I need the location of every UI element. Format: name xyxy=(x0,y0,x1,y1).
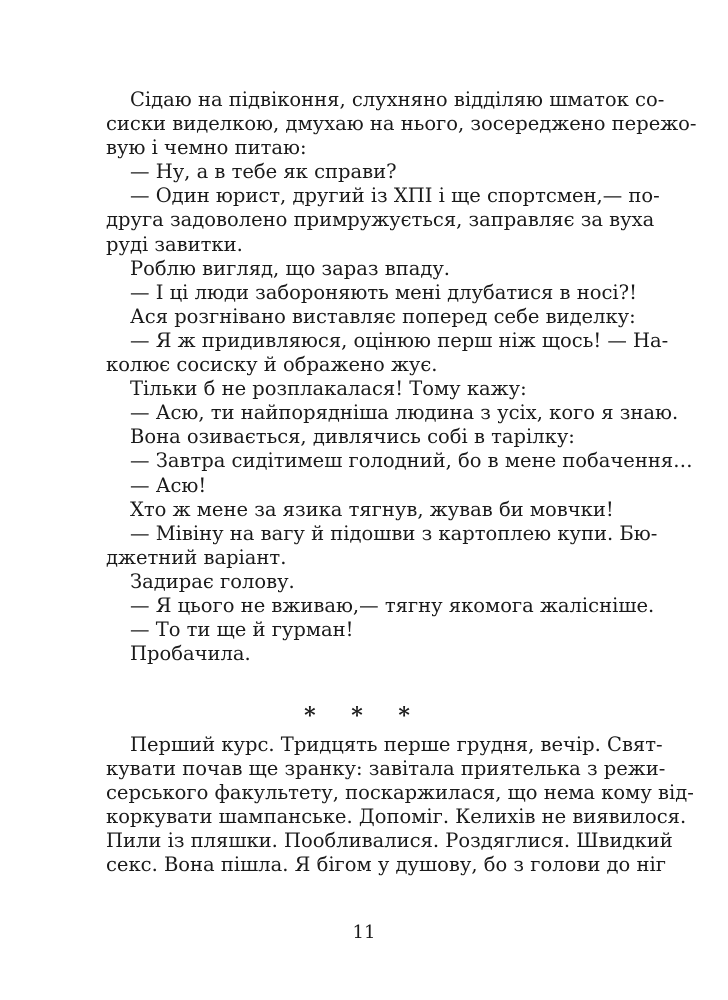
dialogue-line: — Ну, а в тебе як справи? xyxy=(130,160,397,184)
dialogue-line: — Я цього не вживаю,— тягну якомога жалісніше. xyxy=(130,593,655,617)
paragraph-line: Задирає голову. xyxy=(130,569,295,593)
section-separator: * * * xyxy=(304,703,424,729)
dialogue-line: — Асю, ти найпорядніша людина з усіх, кого я знаю. xyxy=(130,401,679,425)
paragraph-line: Роблю вигляд, що зараз впаду. xyxy=(130,256,450,280)
paragraph-line: Сідаю на підвіконня, слухняно відділяю шматок со- xyxy=(130,88,665,111)
page-number: 11 xyxy=(352,922,376,943)
paragraph-line: серського факультету, поскаржилася, що нема кому від- xyxy=(106,781,694,805)
paragraph-line: Пили із пляшки. Пообливалися. Роздяглися. Швидкий xyxy=(106,829,673,853)
dialogue-line: — Мівіну на вагу й підошви з картоплею купи. Бю- xyxy=(130,521,658,545)
paragraph-line: Тільки б не розплакалася! Тому кажу: xyxy=(130,377,527,401)
dialogue-line: — Я ж придивляюся, оцінюю перш ніж щось! — На- xyxy=(130,328,669,352)
text-block-bottom xyxy=(106,733,694,878)
dialogue-line: — Асю! xyxy=(130,473,207,497)
paragraph-line: Вона озивається, дивлячись собі в тарілку: xyxy=(130,425,575,449)
paragraph-line: джетний варіант. xyxy=(106,545,287,569)
paragraph-line: вую і чемно питаю: xyxy=(106,136,307,160)
dialogue-line: — Один юрист, другий із ХПІ і ще спортсмен,— по- xyxy=(130,184,660,208)
paragraph-line: руді завитки. xyxy=(106,232,243,256)
dialogue-line: — І ці люди забороняють мені длубатися в носі?! xyxy=(130,280,637,304)
paragraph-line: сиски виделкою, дмухаю на нього, зосереджено пережо- xyxy=(106,112,697,136)
paragraph-line: Перший курс. Тридцять перше грудня, вечір. Свят- xyxy=(130,733,663,756)
paragraph-line: друга задоволено примружується, заправляє за вуха xyxy=(106,208,655,232)
paragraph-line: Пробачила. xyxy=(130,642,251,666)
paragraph-line: секс. Вона пішла. Я бігом у душову, бо з голови до ніг xyxy=(106,853,666,877)
paragraph-line: Ася розгнівано виставляє поперед себе виделку: xyxy=(130,304,636,328)
paragraph-line: колює сосиску й ображено жує. xyxy=(106,353,438,377)
dialogue-line: — То ти ще й гурман! xyxy=(130,618,354,642)
paragraph-line: кувати почав ще зранку: завітала приятелька з режи- xyxy=(106,757,666,781)
paragraph-line: коркувати шампанське. Допоміг. Келихів не виявилося. xyxy=(106,805,687,829)
dialogue-line: — Завтра сидітимеш голодний, бо в мене побачення… xyxy=(130,449,693,473)
paragraph-line: Хто ж мене за язика тягнув, жував би мовчки! xyxy=(130,497,614,521)
text-block-top xyxy=(106,88,697,666)
